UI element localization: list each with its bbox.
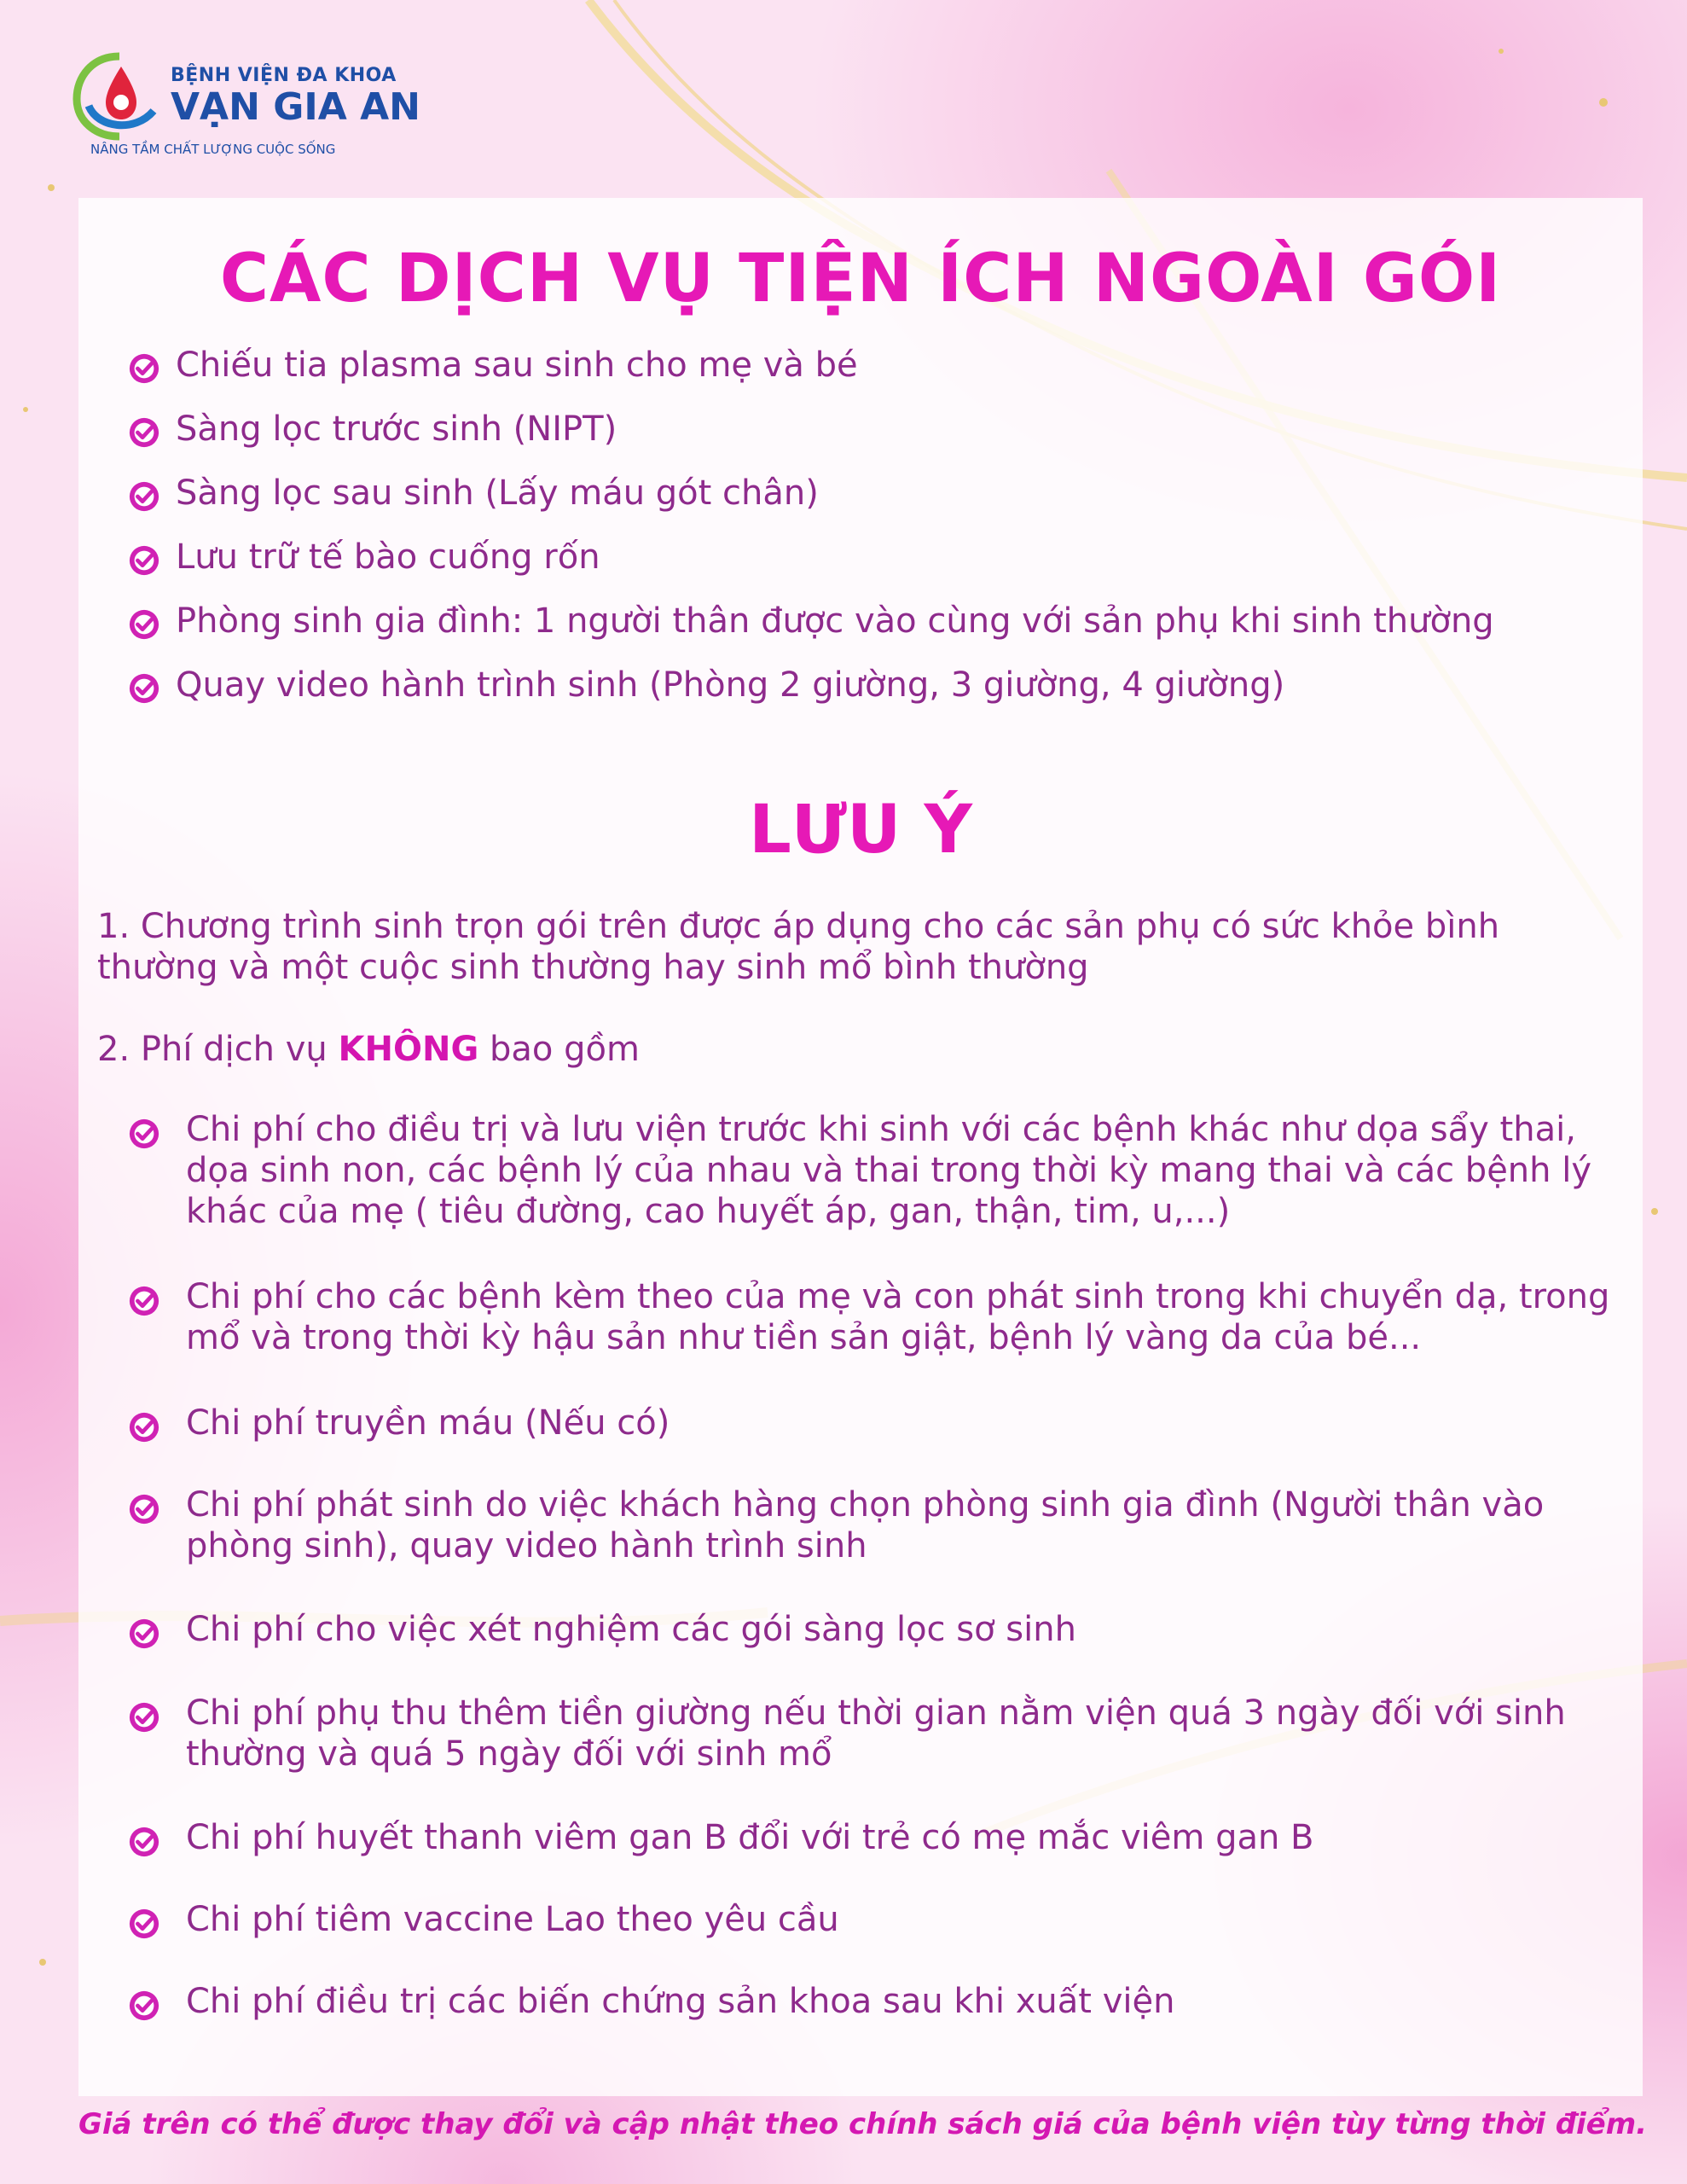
check-circle-icon <box>128 1285 160 1317</box>
exclusion-text: Chi phí cho các bệnh kèm theo của mẹ và con phát sinh trong khi chuyển dạ, trong mổ và trong thời kỳ hậu sản như tiền sản giật, bệnh lý vàng da của bé... <box>186 1277 1610 1357</box>
check-circle-icon <box>128 608 160 641</box>
logo-line2: VẠN GIA AN <box>171 85 420 129</box>
exclusion-text: Chi phí phụ thu thêm tiền giường nếu thời gian nằm viện quá 3 ngày đối với sinh thường và quá 5 ngày đối với sinh mổ <box>186 1693 1566 1774</box>
list-item <box>128 665 1578 729</box>
logo-slogan: NÂNG TẦM CHẤT LƯỢNG CUỘC SỐNG <box>90 142 336 157</box>
exclusion-text: Chi phí điều trị các biến chứng sản khoa sau khi xuất viện <box>186 1982 1175 2021</box>
check-circle-icon <box>128 416 160 449</box>
hospital-logo <box>72 49 420 160</box>
service-text: Sàng lọc sau sinh (Lấy máu gót chân) <box>176 473 819 513</box>
exclusion-text: Chi phí phát sinh do việc khách hàng chọn phòng sinh gia đình (Người thân vào phòng sinh), quay video hành trình sinh <box>186 1485 1545 1565</box>
check-circle-icon <box>128 1701 160 1734</box>
check-circle-icon <box>128 1618 160 1650</box>
exclusion-text: Chi phí huyết thanh viêm gan B đổi với trẻ có mẹ mắc viêm gan B <box>186 1818 1314 1857</box>
check-circle-icon <box>128 480 160 513</box>
price-disclaimer: Giá trên có thể được thay đổi và cập nhật theo chính sách giá của bệnh viện tùy từng thời điểm. <box>78 2107 1648 2141</box>
note-item-2 <box>97 1029 640 1070</box>
check-circle-icon <box>128 1493 160 1525</box>
service-text: Chiếu tia plasma sau sinh cho mẹ và bé <box>176 346 858 385</box>
check-circle-icon <box>128 352 160 385</box>
exclusion-text: Chi phí cho việc xét nghiệm các gói sàng lọc sơ sinh <box>186 1610 1076 1649</box>
note-item-2-prefix: 2. Phí dịch vụ <box>97 1030 339 1069</box>
note-item-2-suffix: bao gồm <box>478 1030 640 1069</box>
note-title: LƯU Ý <box>749 792 972 868</box>
exclusion-text: Chi phí cho điều trị và lưu viện trước khi sinh với các bệnh khác như dọa sẩy thai, dọa sinh non, các bệnh lý của nhau và thai trong thời kỳ mang thai và các bệnh lý khác của mẹ ( tiêu đường, cao huyết áp, gan, thận, tim, u,...) <box>186 1110 1592 1231</box>
service-text: Quay video hành trình sinh (Phòng 2 giường, 3 giường, 4 giường) <box>176 665 1285 705</box>
logo-line1: BỆNH VIỆN ĐA KHOA <box>171 65 397 86</box>
check-circle-icon <box>128 1826 160 1858</box>
service-text: Lưu trữ tế bào cuống rốn <box>176 537 600 577</box>
exclusion-text: Chi phí truyền máu (Nếu có) <box>186 1403 670 1443</box>
check-circle-icon <box>128 1989 160 2022</box>
list-item <box>128 473 1578 537</box>
check-circle-icon <box>128 544 160 577</box>
service-text: Sàng lọc trước sinh (NIPT) <box>176 410 617 449</box>
list-item <box>128 346 1578 410</box>
list-item <box>128 410 1578 473</box>
service-text: Phòng sinh gia đình: 1 người thân được vào cùng với sản phụ khi sinh thường <box>176 601 1494 641</box>
services-list <box>128 346 1578 729</box>
list-item <box>128 537 1578 601</box>
note-item-1: 1. Chương trình sinh trọn gói trên được áp dụng cho các sản phụ có sức khỏe bình thường và một cuộc sinh thường hay sinh mổ bình thường <box>97 907 1500 987</box>
check-circle-icon <box>128 1118 160 1150</box>
page-title: CÁC DỊCH VỤ TIỆN ÍCH NGOÀI GÓI <box>219 241 1502 317</box>
exclusion-text: Chi phí tiêm vaccine Lao theo yêu cầu <box>186 1900 839 1939</box>
check-circle-icon <box>128 672 160 705</box>
list-item <box>128 601 1578 665</box>
check-circle-icon <box>128 1411 160 1443</box>
logo-emblem-icon <box>72 49 167 143</box>
note-item-2-emphasis: KHÔNG <box>338 1030 479 1069</box>
check-circle-icon <box>128 1908 160 1940</box>
